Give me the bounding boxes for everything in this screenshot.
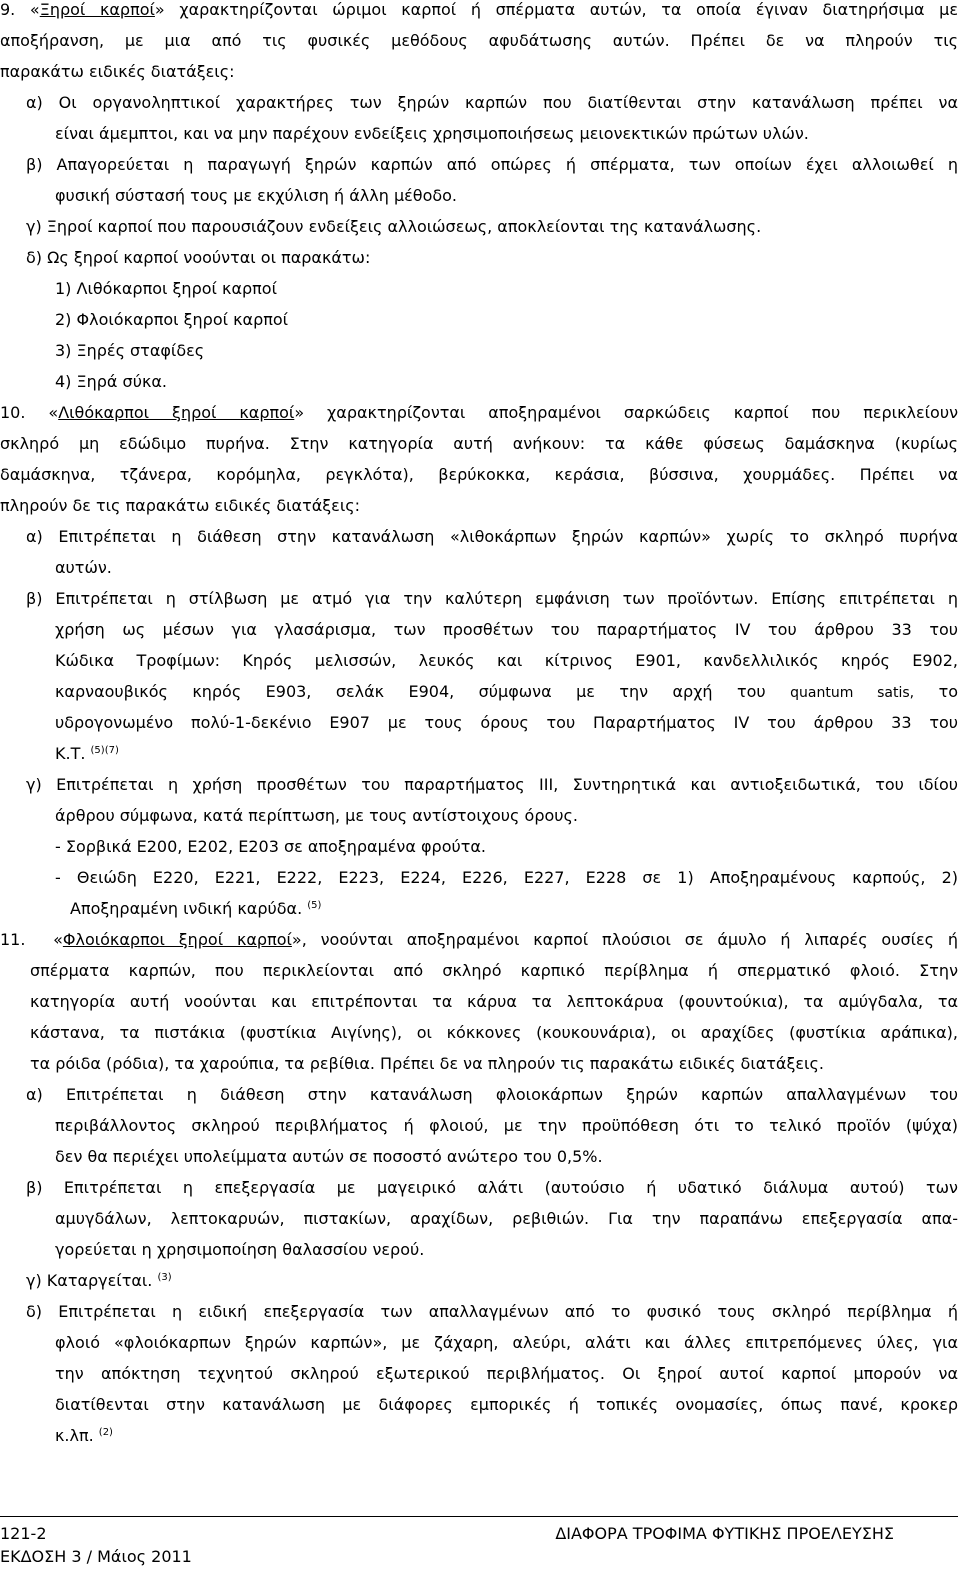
section-11-item-d-line-4: διατίθενται στην κατανάλωση με διάφορες εμπορικές ή τοπικές ονομασίες, όπως πανέ, κροκερ bbox=[55, 1395, 958, 1414]
section-10-item-b-line-4 bbox=[55, 682, 958, 703]
section-11-item-d-line-5 bbox=[55, 1426, 113, 1446]
list-item: 1) Λιθόκαρποι ξηροί καρποί bbox=[55, 279, 277, 298]
quote-open: « bbox=[48, 403, 59, 422]
section-10-item-a-line-2: αυτών. bbox=[55, 558, 112, 577]
text: Αποξηραμένη ινδική καρύδα. bbox=[70, 899, 303, 918]
section-9-item-b-line-2: φυσική σύστασή τους με εκχύλιση ή άλλη μέθοδο. bbox=[55, 186, 458, 205]
section-10-item-a-line-1: α) Επιτρέπεται η διάθεση στην κατανάλωση «λιθοκάρπων ξηρών καρπών» χωρίς το σκληρό πυρήνα bbox=[26, 527, 958, 546]
section-9-line-1 bbox=[0, 0, 958, 20]
section-11-line-3: κατηγορία αυτή νοούνται και επιτρέπονται τα κάρυα τα λεπτοκάρυα (φουντούκια), τα αμύγδαλα, τα bbox=[30, 992, 958, 1011]
section-11-line-1 bbox=[0, 930, 958, 950]
term-link[interactable]: Λιθόκαρποι ξηροί καρποί bbox=[58, 403, 295, 422]
footnote-ref: (5)(7) bbox=[90, 745, 119, 756]
footnote-ref: (5) bbox=[307, 900, 322, 911]
section-11-item-d-line-3: την απόκτηση τεχνητού σκληρού εξωτερικού περιβλήματος. Οι ξηροί αυτοί καρποί μπορούν να bbox=[55, 1364, 958, 1383]
section-9-line-3: παρακάτω ειδικές διατάξεις: bbox=[0, 62, 235, 81]
section-9-item-d-line-1: δ) Ως ξηροί καρποί νοούνται οι παρακάτω: bbox=[26, 248, 371, 267]
section-11-item-a-line-2: περιβάλλοντος σκληρού περιβλήματος ή φλοιού, με την προϋπόθεση ότι το τελικό προϊόν (ψύχα) bbox=[55, 1116, 958, 1135]
quote-open: « bbox=[53, 930, 63, 949]
section-11-item-d-line-2: φλοιό «φλοιόκαρπων ξηρών καρπών», με ζάχαρη, αλεύρι, αλάτι και άλλες επιτρεπόμενες ύλες, για bbox=[55, 1333, 958, 1352]
footer-divider bbox=[0, 1516, 958, 1517]
section-10-line-3: δαμάσκηνα, τζάνερα, κορόμηλα, ρεγκλότα), βερύκοκκα, κεράσια, βύσσινα, χουρμάδες. Πρέπει να bbox=[0, 465, 958, 484]
section-11-line-4: κάστανα, τα πιστάκια (φυστίκια Αιγίνης), οι κόκκονες (κουκουνάρια), οι αραχίδες (φυστίκια αράπικα), bbox=[30, 1023, 958, 1042]
section-10-item-c-line-5 bbox=[70, 899, 321, 919]
section-9-item-b-line-1: β) Απαγορεύεται η παραγωγή ξηρών καρπών από οπώρες ή σπέρματα, των οποίων έχει αλλοιωθεί η bbox=[26, 155, 958, 174]
text: γ) Καταργείται. bbox=[26, 1271, 153, 1290]
section-10-item-c-line-1: γ) Επιτρέπεται η χρήση προσθέτων του παραρτήματος III, Συντηρητικά και αντιοξειδωτικά, του ιδίου bbox=[26, 775, 958, 794]
section-10-line-2: σκληρό μη εδώδιμο πυρήνα. Στην κατηγορία αυτή ανήκουν: τα κάθε φύσεως δαμάσκηνα (κυρίως bbox=[0, 434, 958, 453]
section-11-item-c-line-1 bbox=[26, 1271, 172, 1291]
quantum-satis: quantum satis, bbox=[790, 685, 915, 701]
section-9-item-c-line-1: γ) Ξηροί καρποί που παρουσιάζουν ενδείξεις αλλοιώσεως, αποκλείονται της κατανάλωσης. bbox=[26, 217, 762, 236]
footnote-ref: (3) bbox=[157, 1272, 172, 1283]
footnote-ref: (2) bbox=[98, 1427, 113, 1438]
section-9-line-2: αποξήρανση, με μια από τις φυσικές μεθόδους αφυδάτωσης αυτών. Πρέπει δε να πληρούν τις bbox=[0, 31, 958, 50]
list-item: 3) Ξηρές σταφίδες bbox=[55, 341, 205, 360]
section-10-line-4: πληρούν δε τις παρακάτω ειδικές διατάξεις: bbox=[0, 496, 361, 515]
text: καρναουβικός κηρός Ε903, σελάκ Ε904, σύμφωνα με την αρχή του bbox=[55, 682, 766, 701]
section-11-item-b-line-2: αμυγδάλων, λεπτοκαρυών, πιστακίων, αραχίδων, ρεβιθιών. Για την παραπάνω επεξεργασία απα- bbox=[55, 1209, 958, 1228]
footer-title: ΔΙΑΦΟΡΑ ΤΡΟΦΙΜΑ ΦΥΤΙΚΗΣ ΠΡΟΕΛΕΥΣΗΣ bbox=[555, 1524, 894, 1543]
list-item: 4) Ξηρά σύκα. bbox=[55, 372, 168, 391]
section-11-item-d-line-1: δ) Επιτρέπεται η ειδική επεξεργασία των απαλλαγμένων από το φυσικό τους σκληρό περίβλημα ή bbox=[26, 1302, 958, 1321]
section-10-item-b-line-6 bbox=[55, 744, 119, 764]
term-link[interactable]: Φλοιόκαρποι ξηροί καρποί bbox=[62, 930, 292, 949]
text: Κ.Τ. bbox=[55, 744, 86, 763]
section-9-item-a-line-2: είναι άμεμπτοι, και να μην παρέχουν ενδείξεις χρησιμοποιήσεως μειονεκτικών πρώτων υλών. bbox=[55, 124, 809, 143]
section-10-item-b-line-1: β) Επιτρέπεται η στίλβωση με ατμό για την καλύτερη εμφάνιση των προϊόντων. Επίσης επιτρέπεται η bbox=[26, 589, 958, 608]
section-11-item-b-line-1: β) Επιτρέπεται η επεξεργασία με μαγειρικό αλάτι (αυτούσιο ή υδατικό διάλυμα αυτού) των bbox=[26, 1178, 958, 1197]
section-number: 10. bbox=[0, 403, 26, 422]
section-10-item-c-line-4: - Θειώδη Ε220, Ε221, Ε222, Ε223, Ε224, Ε226, Ε227, Ε228 σε 1) Αποξηραμένους καρπούς, 2) bbox=[55, 868, 958, 887]
text: » χαρακτηρίζονται αποξηραμένοι σαρκώδεις καρποί που περικλείουν bbox=[294, 403, 959, 422]
list-item: 2) Φλοιόκαρποι ξηροί καρποί bbox=[55, 310, 289, 329]
text: » χαρακτηρίζονται ώριμοι καρποί ή σπέρματα αυτών, τα οποία έγιναν διατηρήσιμα με bbox=[154, 0, 958, 19]
footer-page-code: 121-2 bbox=[0, 1524, 47, 1543]
text: κ.λπ. bbox=[55, 1426, 94, 1445]
footer-edition: ΕΚΔΟΣΗ 3 / Μάιος 2011 bbox=[0, 1547, 192, 1566]
section-9-item-a-line-1: α) Οι οργανοληπτικοί χαρακτήρες των ξηρών καρπών που διατίθενται στην κατανάλωση πρέπει να bbox=[26, 93, 958, 112]
text: το bbox=[938, 682, 958, 701]
quote-open: « bbox=[29, 0, 40, 19]
text: », νοούνται αποξηραμένοι καρποί πλούσιοι σε άμυλο ή λιπαρές ουσίες ή bbox=[291, 930, 959, 949]
section-10-item-b-line-5: υδρογονωμένο πολύ-1-δεκένιο Ε907 με τους όρους του Παραρτήματος IV του άρθρου 33 του bbox=[55, 713, 958, 732]
section-11-item-a-line-1: α) Επιτρέπεται η διάθεση στην κατανάλωση φλοιοκάρπων ξηρών καρπών απαλλαγμένων του bbox=[26, 1085, 958, 1104]
section-11-line-5: τα ρόιδα (ρόδια), τα χαρούπια, τα ρεβίθια. Πρέπει δε να πληρούν τις παρακάτω ειδικές διατάξεις. bbox=[30, 1054, 824, 1073]
section-11-item-a-line-3: δεν θα περιέχει υπολείμματα αυτών σε ποσοστό ανώτερο του 0,5%. bbox=[55, 1147, 603, 1166]
section-10-item-c-line-3: - Σορβικά Ε200, Ε202, Ε203 σε αποξηραμένα φρούτα. bbox=[55, 837, 487, 856]
section-11-line-2: σπέρματα καρπών, που περικλείονται από σκληρό καρπικό περίβλημα ή σπερματικό φλοιό. Στην bbox=[30, 961, 958, 980]
section-10-item-b-line-3: Κώδικα Τροφίμων: Κηρός μελισσών, λευκός και κίτρινος Ε901, κανδελλιλικός κηρός Ε902, bbox=[55, 651, 958, 670]
section-number: 9. bbox=[0, 0, 16, 19]
term-link[interactable]: Ξηροί καρποί bbox=[39, 0, 155, 19]
section-10-item-c-line-2: άρθρου σύμφωνα, κατά περίπτωση, με τους αντίστοιχους όρους. bbox=[55, 806, 578, 825]
section-10-line-1 bbox=[0, 403, 958, 423]
section-number: 11. bbox=[0, 930, 26, 949]
section-11-item-b-line-3: γορεύεται η χρησιμοποίηση θαλασσίου νερού. bbox=[55, 1240, 425, 1259]
section-10-item-b-line-2: χρήση ως μέσων για γλασάρισμα, των προσθέτων του παραρτήματος IV του άρθρου 33 του bbox=[55, 620, 958, 639]
